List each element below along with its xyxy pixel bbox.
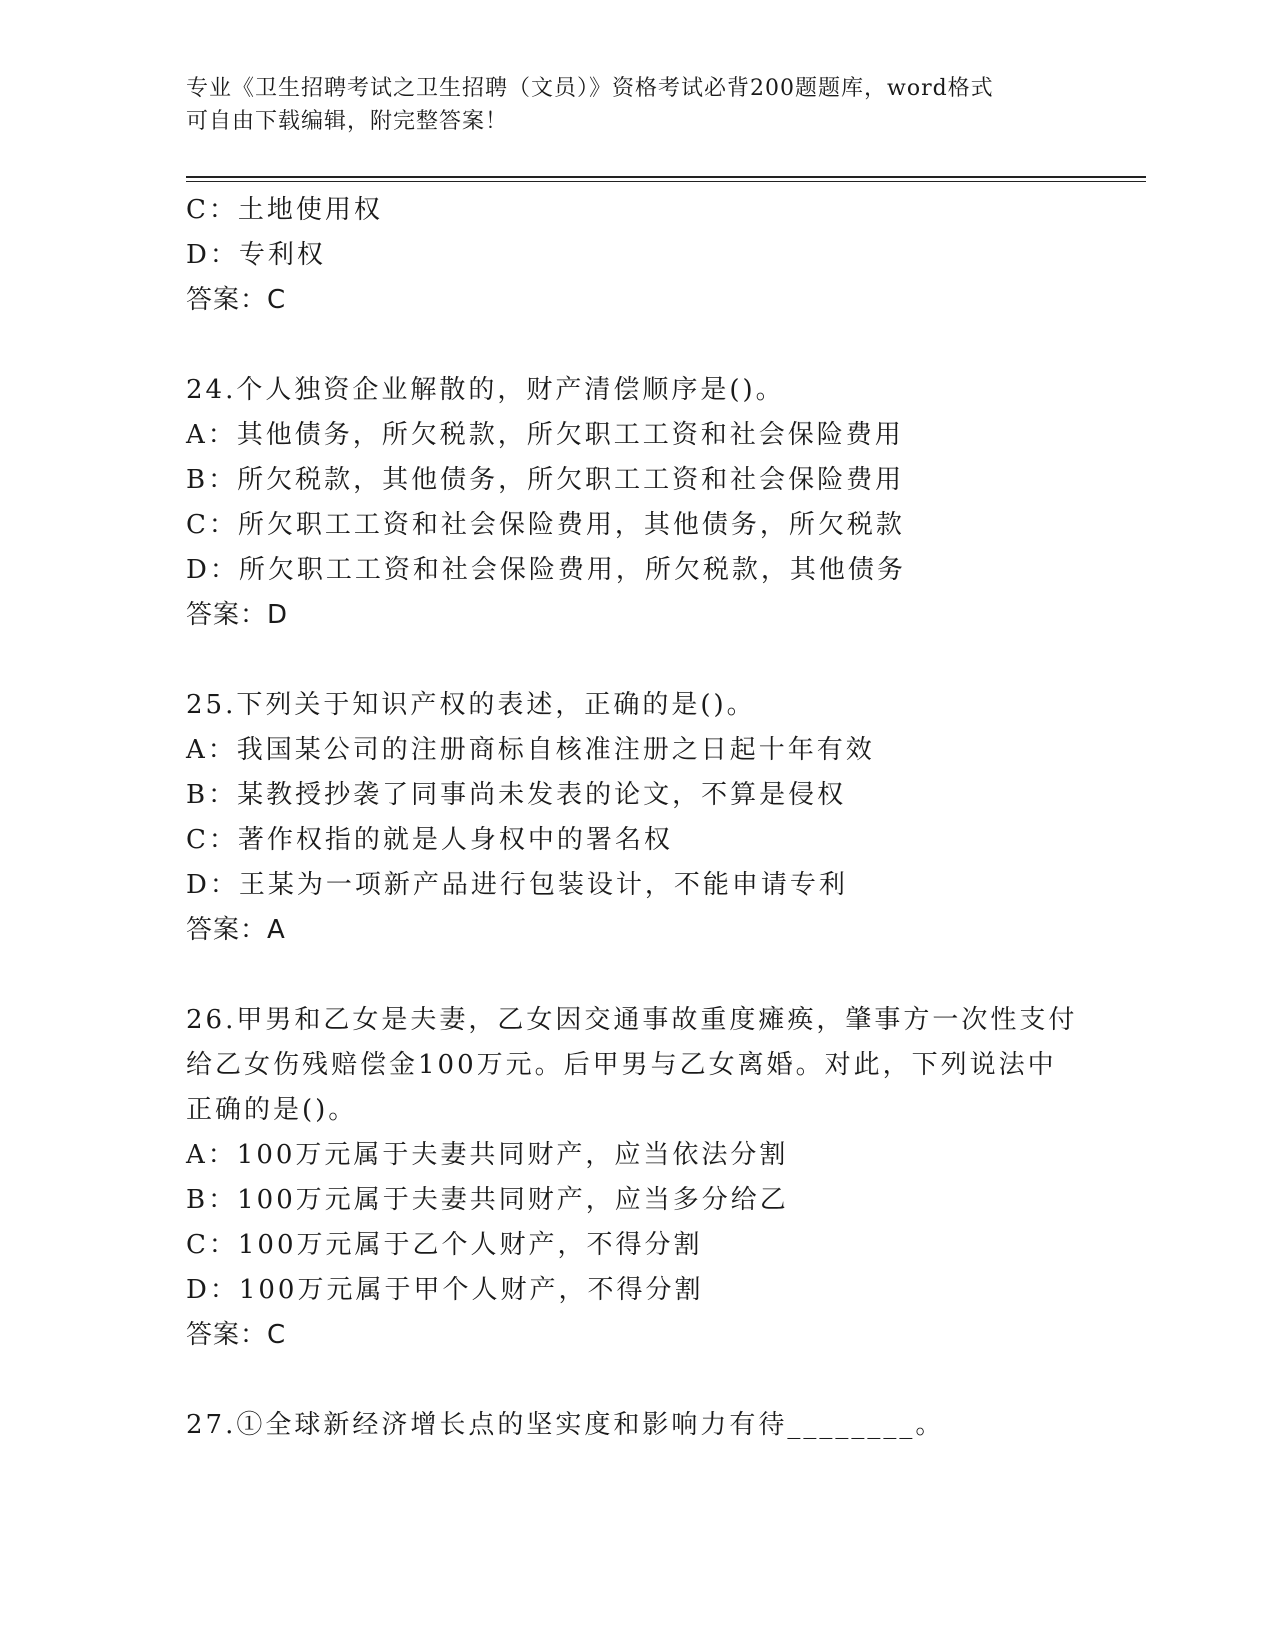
- question-list: [186, 188, 1086, 1448]
- option-d: D：100万元属于甲个人财产，不得分割: [186, 1275, 704, 1305]
- spacer: [186, 638, 1086, 683]
- header-title-line-2: 可自由下载编辑，附完整答案！: [186, 109, 509, 134]
- option-d: D：专利权: [186, 240, 326, 270]
- question-stem-line-3: 正确的是()。: [186, 1095, 358, 1125]
- header-divider-thin: [186, 181, 1146, 182]
- option-d: D：王某为一项新产品进行包装设计，不能申请专利: [186, 870, 848, 900]
- question-block: [186, 368, 1086, 638]
- option-b: B：所欠税款，其他债务，所欠职工工资和社会保险费用: [186, 465, 905, 495]
- question-block: [186, 1403, 1086, 1448]
- option-c: C：土地使用权: [186, 195, 383, 225]
- option-a: A：我国某公司的注册商标自核准注册之日起十年有效: [186, 735, 875, 765]
- question-block-continued: [186, 188, 1086, 323]
- answer-line: 答案：A: [186, 915, 286, 945]
- option-c: C：著作权指的就是人身权中的署名权: [186, 825, 673, 855]
- option-a: A：其他债务，所欠税款，所欠职工工资和社会保险费用: [186, 420, 904, 450]
- option-b: B：100万元属于夫妻共同财产，应当多分给乙: [186, 1185, 789, 1215]
- question-block: [186, 683, 1086, 953]
- option-c: C：所欠职工工资和社会保险费用，其他债务，所欠税款: [186, 510, 905, 540]
- document-header: [186, 72, 1086, 138]
- question-stem: 25.下列关于知识产权的表述，正确的是()。: [186, 690, 756, 720]
- option-a: A：100万元属于夫妻共同财产，应当依法分割: [186, 1140, 789, 1170]
- header-title-line-1: 专业《卫生招聘考试之卫生招聘（文员）》资格考试必背200题题库，word格式: [186, 76, 994, 101]
- question-block: [186, 998, 1086, 1358]
- answer-line: 答案：C: [186, 285, 287, 315]
- question-stem-line-2: 给乙女伤残赔偿金100万元。后甲男与乙女离婚。对此，下列说法中: [186, 1050, 1057, 1080]
- option-d: D：所欠职工工资和社会保险费用，所欠税款，其他债务: [186, 555, 906, 585]
- question-stem: 27.①全球新经济增长点的坚实度和影响力有待________。: [186, 1410, 945, 1440]
- header-divider-thick: [186, 176, 1146, 178]
- answer-line: 答案：C: [186, 1320, 287, 1350]
- spacer: [186, 1358, 1086, 1403]
- option-c: C：100万元属于乙个人财产，不得分割: [186, 1230, 703, 1260]
- spacer: [186, 953, 1086, 998]
- question-stem-line-1: 26.甲男和乙女是夫妻，乙女因交通事故重度瘫痪，肇事方一次性支付: [186, 1005, 1078, 1035]
- question-stem: 24.个人独资企业解散的，财产清偿顺序是()。: [186, 375, 785, 405]
- option-b: B：某教授抄袭了同事尚未发表的论文，不算是侵权: [186, 780, 847, 810]
- spacer: [186, 323, 1086, 368]
- answer-line: 答案：D: [186, 600, 289, 630]
